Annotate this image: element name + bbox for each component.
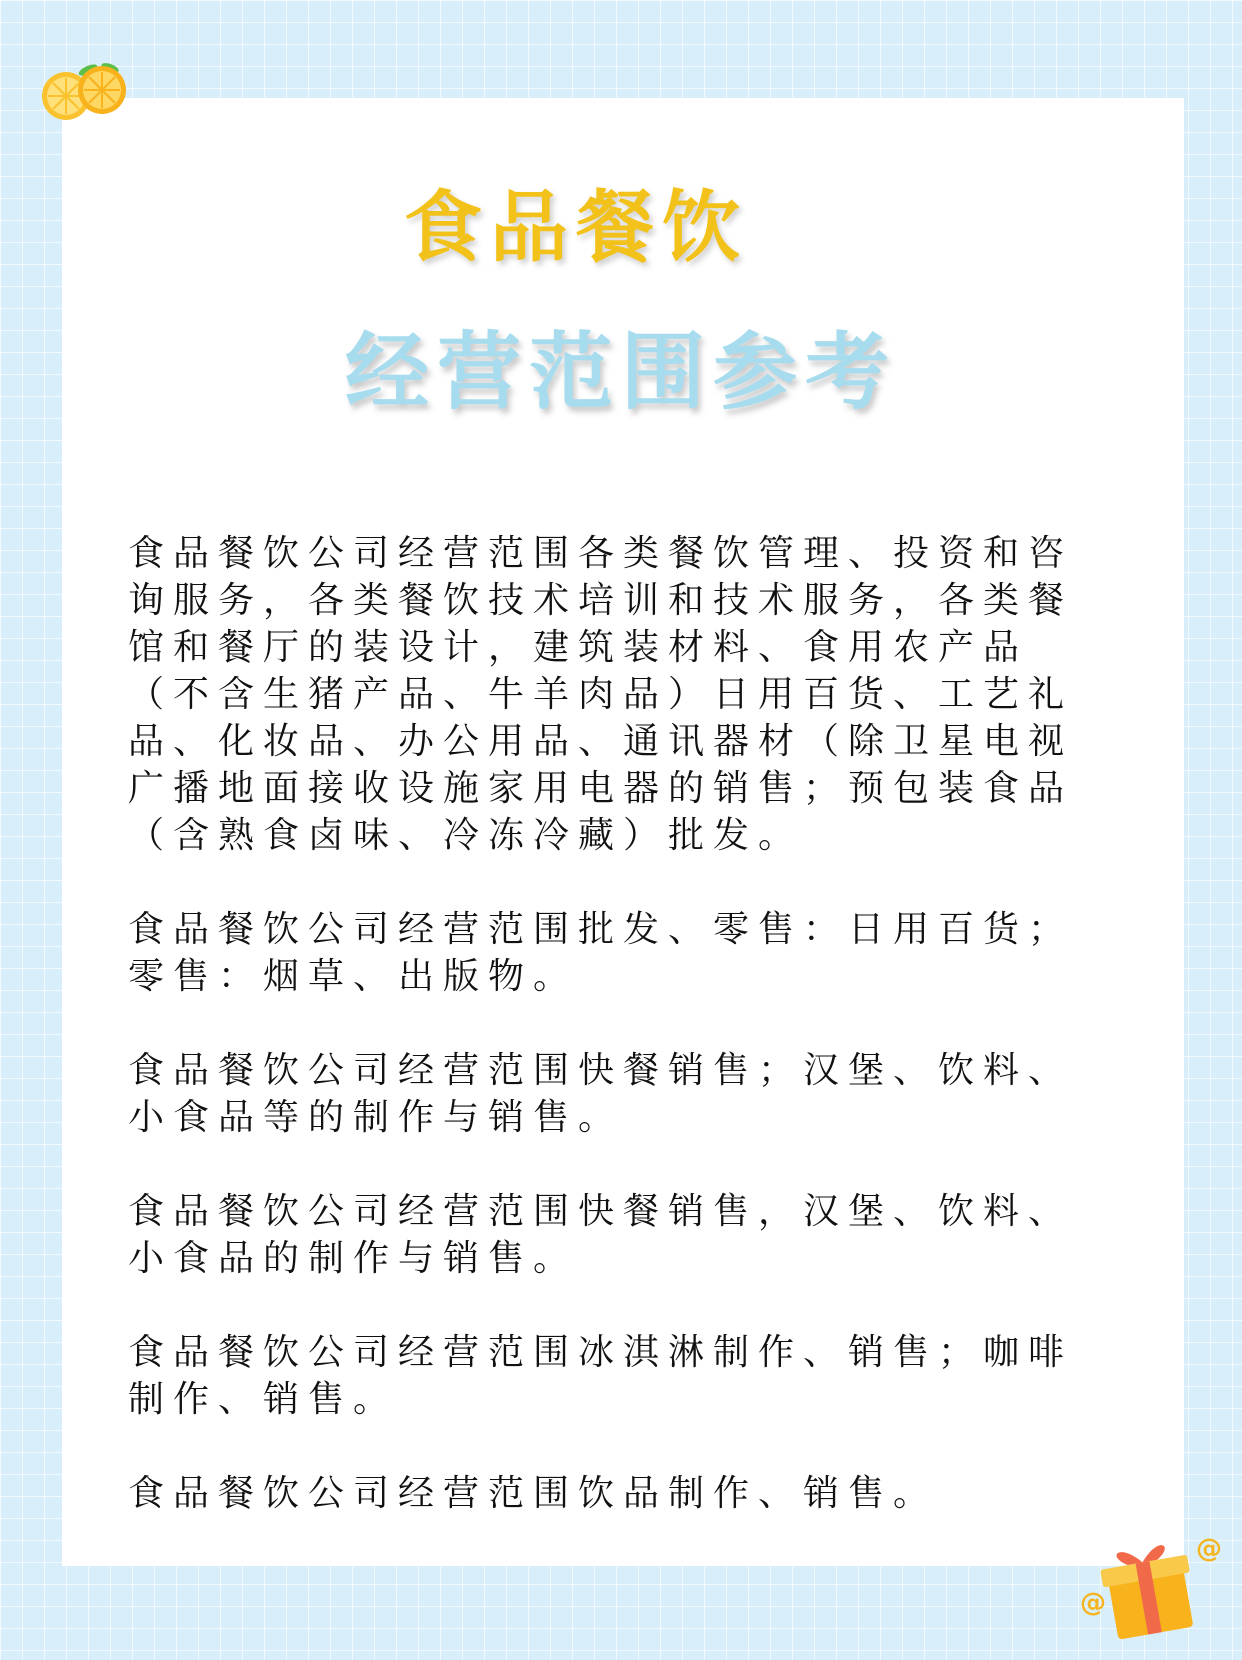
- paragraph-6: 食品餐饮公司经营范围饮品制作、销售。: [128, 1473, 939, 1514]
- paragraph-5: 食品餐饮公司经营范围冰淇淋制作、销售；咖啡制作、销售。: [128, 1332, 1074, 1420]
- title-line-1: 食品餐饮: [403, 183, 748, 273]
- paragraph-1: 食品餐饮公司经营范围各类餐饮管理、投资和咨询服务，各类餐饮技术培训和技术服务，各类餐馆和餐厅的装设计，建筑装材料、食用农产品（不含生猪产品、牛羊肉品）日用百货、工艺礼品、化妆品、办公用品、通讯器材（除卫星电视广播地面接收设施家用电器的销售；预包装食品（含熟食卤味、冷冻冷藏）批发。: [128, 533, 1074, 856]
- paragraph-2: 食品餐饮公司经营范围批发、零售：日用百货；零售：烟草、出版物。: [128, 909, 1074, 997]
- swirl-left-icon: @: [1080, 1588, 1106, 1618]
- scope-text-body: [128, 530, 1096, 1564]
- gift-box-icon: [1072, 1528, 1222, 1640]
- swirl-right-icon: @: [1196, 1534, 1222, 1564]
- title-line-2: 经营范围参考: [344, 323, 897, 421]
- paragraph-3: 食品餐饮公司经营范围快餐销售；汉堡、饮料、小食品等的制作与销售。: [128, 1050, 1074, 1138]
- orange-slices-icon: [30, 56, 140, 126]
- paragraph-4: 食品餐饮公司经营范围快餐销售，汉堡、饮料、小食品的制作与销售。: [128, 1191, 1074, 1279]
